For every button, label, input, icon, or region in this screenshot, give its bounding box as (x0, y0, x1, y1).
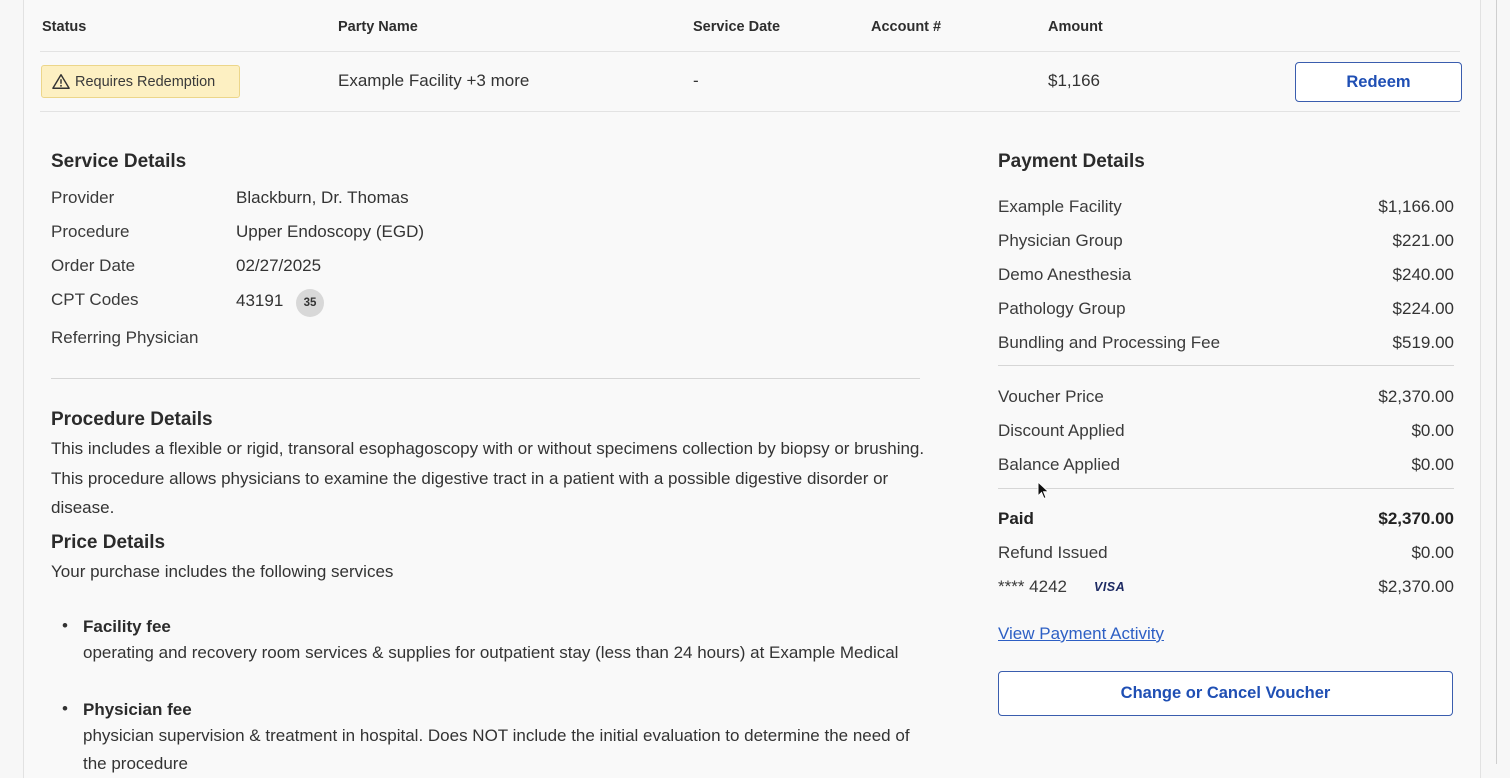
header-status: Status (42, 19, 87, 35)
physician-fee-title: Physician fee (83, 700, 192, 719)
section-divider (51, 378, 920, 379)
payment-line-label: Bundling and Processing Fee (998, 333, 1221, 352)
refund-label: Refund Issued (998, 543, 1108, 562)
card-number: **** 4242 (998, 577, 1068, 596)
amount-cell: $1,166 (1048, 71, 1100, 90)
balance-label: Balance Applied (998, 455, 1120, 474)
balance-value: $0.00 (1411, 455, 1454, 474)
service-details-title: Service Details (51, 151, 187, 172)
payment-line-value: $224.00 (1392, 299, 1454, 318)
order-date-value: 02/27/2025 (236, 256, 322, 275)
payment-details-title: Payment Details (998, 151, 1145, 172)
payment-line (998, 197, 1454, 221)
payment-line (998, 333, 1454, 357)
payment-line-label: Physician Group (998, 231, 1123, 250)
visa-icon: VISA (1094, 580, 1126, 594)
discount-value: $0.00 (1411, 421, 1454, 440)
discount-label: Discount Applied (998, 421, 1125, 440)
payment-line-value: $240.00 (1392, 265, 1454, 284)
payment-line-value: $519.00 (1392, 333, 1454, 352)
header-service-date: Service Date (693, 19, 781, 35)
cpt-code-value: 43191 (236, 291, 284, 310)
payment-line-label: Pathology Group (998, 299, 1126, 318)
referring-physician-label: Referring Physician (51, 328, 199, 347)
price-details-intro: Your purchase includes the following services (51, 562, 394, 581)
price-details-title: Price Details (51, 532, 166, 553)
payment-line (998, 231, 1454, 255)
voucher-price-value: $2,370.00 (1378, 387, 1454, 406)
payment-line-value: $1,166.00 (1378, 197, 1454, 216)
payment-divider (998, 488, 1454, 489)
provider-value: Blackburn, Dr. Thomas (236, 188, 409, 207)
header-account: Account # (871, 19, 942, 35)
bullet-marker: • (62, 699, 68, 718)
view-payment-activity-link[interactable]: View Payment Activity (998, 624, 1164, 643)
party-name-cell: Example Facility +3 more (338, 71, 530, 90)
order-date-label: Order Date (51, 256, 136, 275)
discount-row (998, 421, 1454, 445)
procedure-details-title: Procedure Details (51, 409, 213, 430)
payment-line-label: Demo Anesthesia (998, 265, 1132, 284)
procedure-label: Procedure (51, 222, 130, 241)
voucher-price-label: Voucher Price (998, 387, 1104, 406)
cpt-codes-label: CPT Codes (51, 290, 139, 309)
payment-line-label: Example Facility (998, 197, 1122, 216)
status-badge (41, 65, 240, 98)
payment-line (998, 299, 1454, 323)
card-row (998, 577, 1454, 601)
physician-fee-desc: physician supervision & treatment in hospital. Does NOT include the initial evaluation to determine the need of the procedure (83, 726, 910, 773)
change-or-cancel-voucher-button[interactable]: Change or Cancel Voucher (998, 671, 1453, 716)
paid-row (998, 509, 1454, 533)
refund-value: $0.00 (1411, 543, 1454, 562)
mouse-pointer-icon (1037, 481, 1051, 501)
card-amount: $2,370.00 (1378, 577, 1454, 596)
redeem-button[interactable]: Redeem (1295, 62, 1462, 102)
bullet-marker: • (62, 616, 68, 635)
header-divider (40, 51, 1460, 52)
provider-label: Provider (51, 188, 115, 207)
procedure-details-text: This includes a flexible or rigid, transoral esophagoscopy with or without specimens collection by biopsy or brushing. This procedure allows physicians to examine the digestive tract in a patient with a possible digestive disorder or disease. (51, 439, 925, 517)
header-party-name: Party Name (338, 19, 418, 35)
balance-row (998, 455, 1454, 479)
paid-value: $2,370.00 (1378, 509, 1454, 528)
refund-row (998, 543, 1454, 567)
cpt-more-chip[interactable]: 35 (296, 289, 324, 317)
row-divider (40, 111, 1460, 112)
window-edge (1496, 0, 1497, 764)
payment-divider (998, 365, 1454, 366)
warning-icon (52, 73, 70, 90)
status-badge-label: Requires Redemption (75, 73, 216, 90)
facility-fee-title: Facility fee (83, 617, 171, 636)
service-date-cell: - (693, 71, 699, 90)
payment-line-value: $221.00 (1392, 231, 1454, 250)
header-amount: Amount (1048, 19, 1103, 35)
paid-label: Paid (998, 509, 1034, 528)
facility-fee-desc: operating and recovery room services & supplies for outpatient stay (less than 24 hours) at Example Medical (83, 643, 899, 662)
voucher-price-row (998, 387, 1454, 411)
procedure-value: Upper Endoscopy (EGD) (236, 222, 425, 241)
payment-line (998, 265, 1454, 289)
